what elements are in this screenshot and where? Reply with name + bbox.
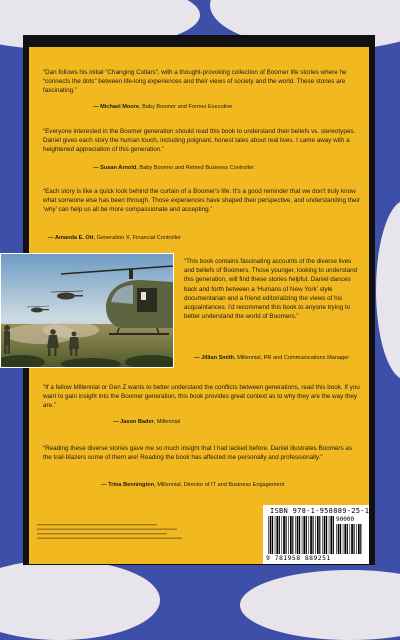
attribution-dash: — xyxy=(93,165,101,171)
attribution-dash: — xyxy=(93,104,101,110)
review-attribution xyxy=(194,355,349,361)
barcode-bar xyxy=(275,516,276,554)
reviewer-role: , Generation X, Financial Controller xyxy=(93,235,181,241)
review-text: “Dan follows his initial “Changing Collars”, with a thought-provoking collection of Boomer life stories where he “connects the dots” between life-long experiences and their views of society and the world. These stories are fascinating.” xyxy=(43,69,347,95)
barcode-bar xyxy=(286,516,287,554)
barcode-bar xyxy=(356,524,357,554)
background-shape xyxy=(240,570,400,640)
reviewer-role: , Baby Boomer and Retired Business Controller xyxy=(136,165,254,171)
barcode-bar xyxy=(326,516,327,554)
publisher-fine-print xyxy=(37,524,187,546)
barcode-bar xyxy=(276,516,278,554)
barcode-bar xyxy=(282,516,283,554)
barcode-bar xyxy=(302,516,303,554)
review-text: “Each story is like a quick look behind the curtain of a Boomer's life. It's a good reminder that we don't truly know what someone else has been through. Those experiences have shaped their perspective, and understanding their ‘why’ can help us all be more compassionate and accepting.” xyxy=(43,188,361,214)
barcode-bar xyxy=(299,516,300,554)
barcode-bar xyxy=(297,516,299,554)
barcode-bar xyxy=(306,516,307,554)
barcode-bar xyxy=(295,516,296,554)
barcode-bar xyxy=(313,516,314,554)
barcode-bar xyxy=(324,516,326,554)
barcode-bar xyxy=(330,516,332,554)
review-attribution xyxy=(93,104,232,110)
reviewer-name: Michael Moore xyxy=(100,104,140,110)
background-shape xyxy=(0,560,160,640)
review-attribution xyxy=(101,482,284,488)
review-quote xyxy=(43,383,361,411)
barcode-number: 9 781958 889251 xyxy=(266,554,331,562)
review-text: “Everyone interested in the Boomer generation should read this book to understand their beliefs vs. stereotypes. Daniel gives each story the human touch, including poignant, honest tales about real lives. I came away with a heightened appreciation of this generation.” xyxy=(43,128,356,154)
barcode-bar xyxy=(309,516,310,554)
review-quote xyxy=(43,127,361,155)
barcode-bar xyxy=(310,516,312,554)
barcode-bar xyxy=(340,524,341,554)
reviewer-name: Amanda E. Ott xyxy=(54,235,94,241)
barcode-bar xyxy=(333,516,334,554)
barcode-bar xyxy=(279,516,280,554)
review-attribution xyxy=(48,235,181,241)
barcode-bar xyxy=(358,524,360,554)
barcode-bar xyxy=(290,516,292,554)
barcode-bars xyxy=(268,516,334,554)
helicopter-photo-illustration xyxy=(1,254,173,367)
barcode-bar xyxy=(351,524,353,554)
barcode-bar xyxy=(360,524,361,554)
barcode-bar xyxy=(303,516,305,554)
reviewer-role: , Millennial, Director of IT and Business Engagement xyxy=(154,482,285,488)
attribution-dash: — xyxy=(194,355,202,361)
review-text: “Reading these diverse stories gave me so much insight that I had lacked before. Daniel illustrates Boomers as the trail-blazers some of them are! Reading the book has affected me personally and professionally.” xyxy=(43,445,353,462)
barcode-bar xyxy=(317,516,319,554)
barcode-bar xyxy=(292,516,293,554)
barcode-bar xyxy=(350,524,351,554)
attribution-dash: — xyxy=(101,482,109,488)
isbn-text: ISBN 978-1-958889-25-1 xyxy=(270,507,370,515)
barcode-bar xyxy=(319,516,320,554)
barcode-bar xyxy=(338,524,340,554)
barcode-bar xyxy=(272,516,273,554)
review-quote xyxy=(43,444,361,462)
barcode-bar xyxy=(322,516,323,554)
review-quote xyxy=(43,68,361,96)
review-attribution xyxy=(93,165,254,171)
helicopter-photo xyxy=(0,253,174,368)
review-quote xyxy=(184,257,362,321)
attribution-dash: — xyxy=(48,235,55,241)
review-text: “This book contains fascinating accounts of the diverse lives and beliefs of Boomers. Those younger, looking to understand this generation, will find these stories helpful. Daniel dances back and forth between a ‘Humans of New York’ style documentarian and a friend editorializing the views of his acquaintances. I'd recommend this book to anyone trying to better understand the world of Boomers.” xyxy=(184,258,358,321)
review-attribution xyxy=(113,419,180,425)
barcode-bar xyxy=(288,516,289,554)
background-shape xyxy=(376,200,400,380)
barcode-bar xyxy=(343,524,344,554)
reviewer-name: Jillian Smith xyxy=(201,355,235,361)
review-quote xyxy=(43,187,361,215)
barcode-bar xyxy=(283,516,285,554)
reviewer-name: Trina Bennington xyxy=(108,482,155,488)
reviewer-role: , Millennial, PR and Communications Manager xyxy=(234,355,350,361)
barcode-bar xyxy=(347,524,348,554)
barcode-bar xyxy=(315,516,316,554)
attribution-dash: — xyxy=(113,419,121,425)
barcode-bar xyxy=(329,516,330,554)
price-barcode-bars xyxy=(336,524,364,554)
barcode-bar xyxy=(344,524,346,554)
barcode-bar xyxy=(336,524,337,554)
reviewer-name: Jason Bader xyxy=(120,419,154,425)
review-text: “If a fellow Millennial or Gen Z wants to better understand the conflicts between generations, read this book. If you want to gain insight into the Boomer generation, this book provides great context as to why they are the way they are.” xyxy=(43,384,360,410)
reviewer-name: Susan Arnold xyxy=(100,165,137,171)
reviewer-role: , Baby Boomer and Former Executive xyxy=(139,104,233,110)
price-code: 90000 xyxy=(336,516,355,523)
barcode-bar xyxy=(268,516,269,554)
barcode-bar xyxy=(354,524,355,554)
reviewer-role: , Millennial xyxy=(153,419,181,425)
fine-print-lines xyxy=(37,524,187,544)
barcode-bar xyxy=(270,516,272,554)
